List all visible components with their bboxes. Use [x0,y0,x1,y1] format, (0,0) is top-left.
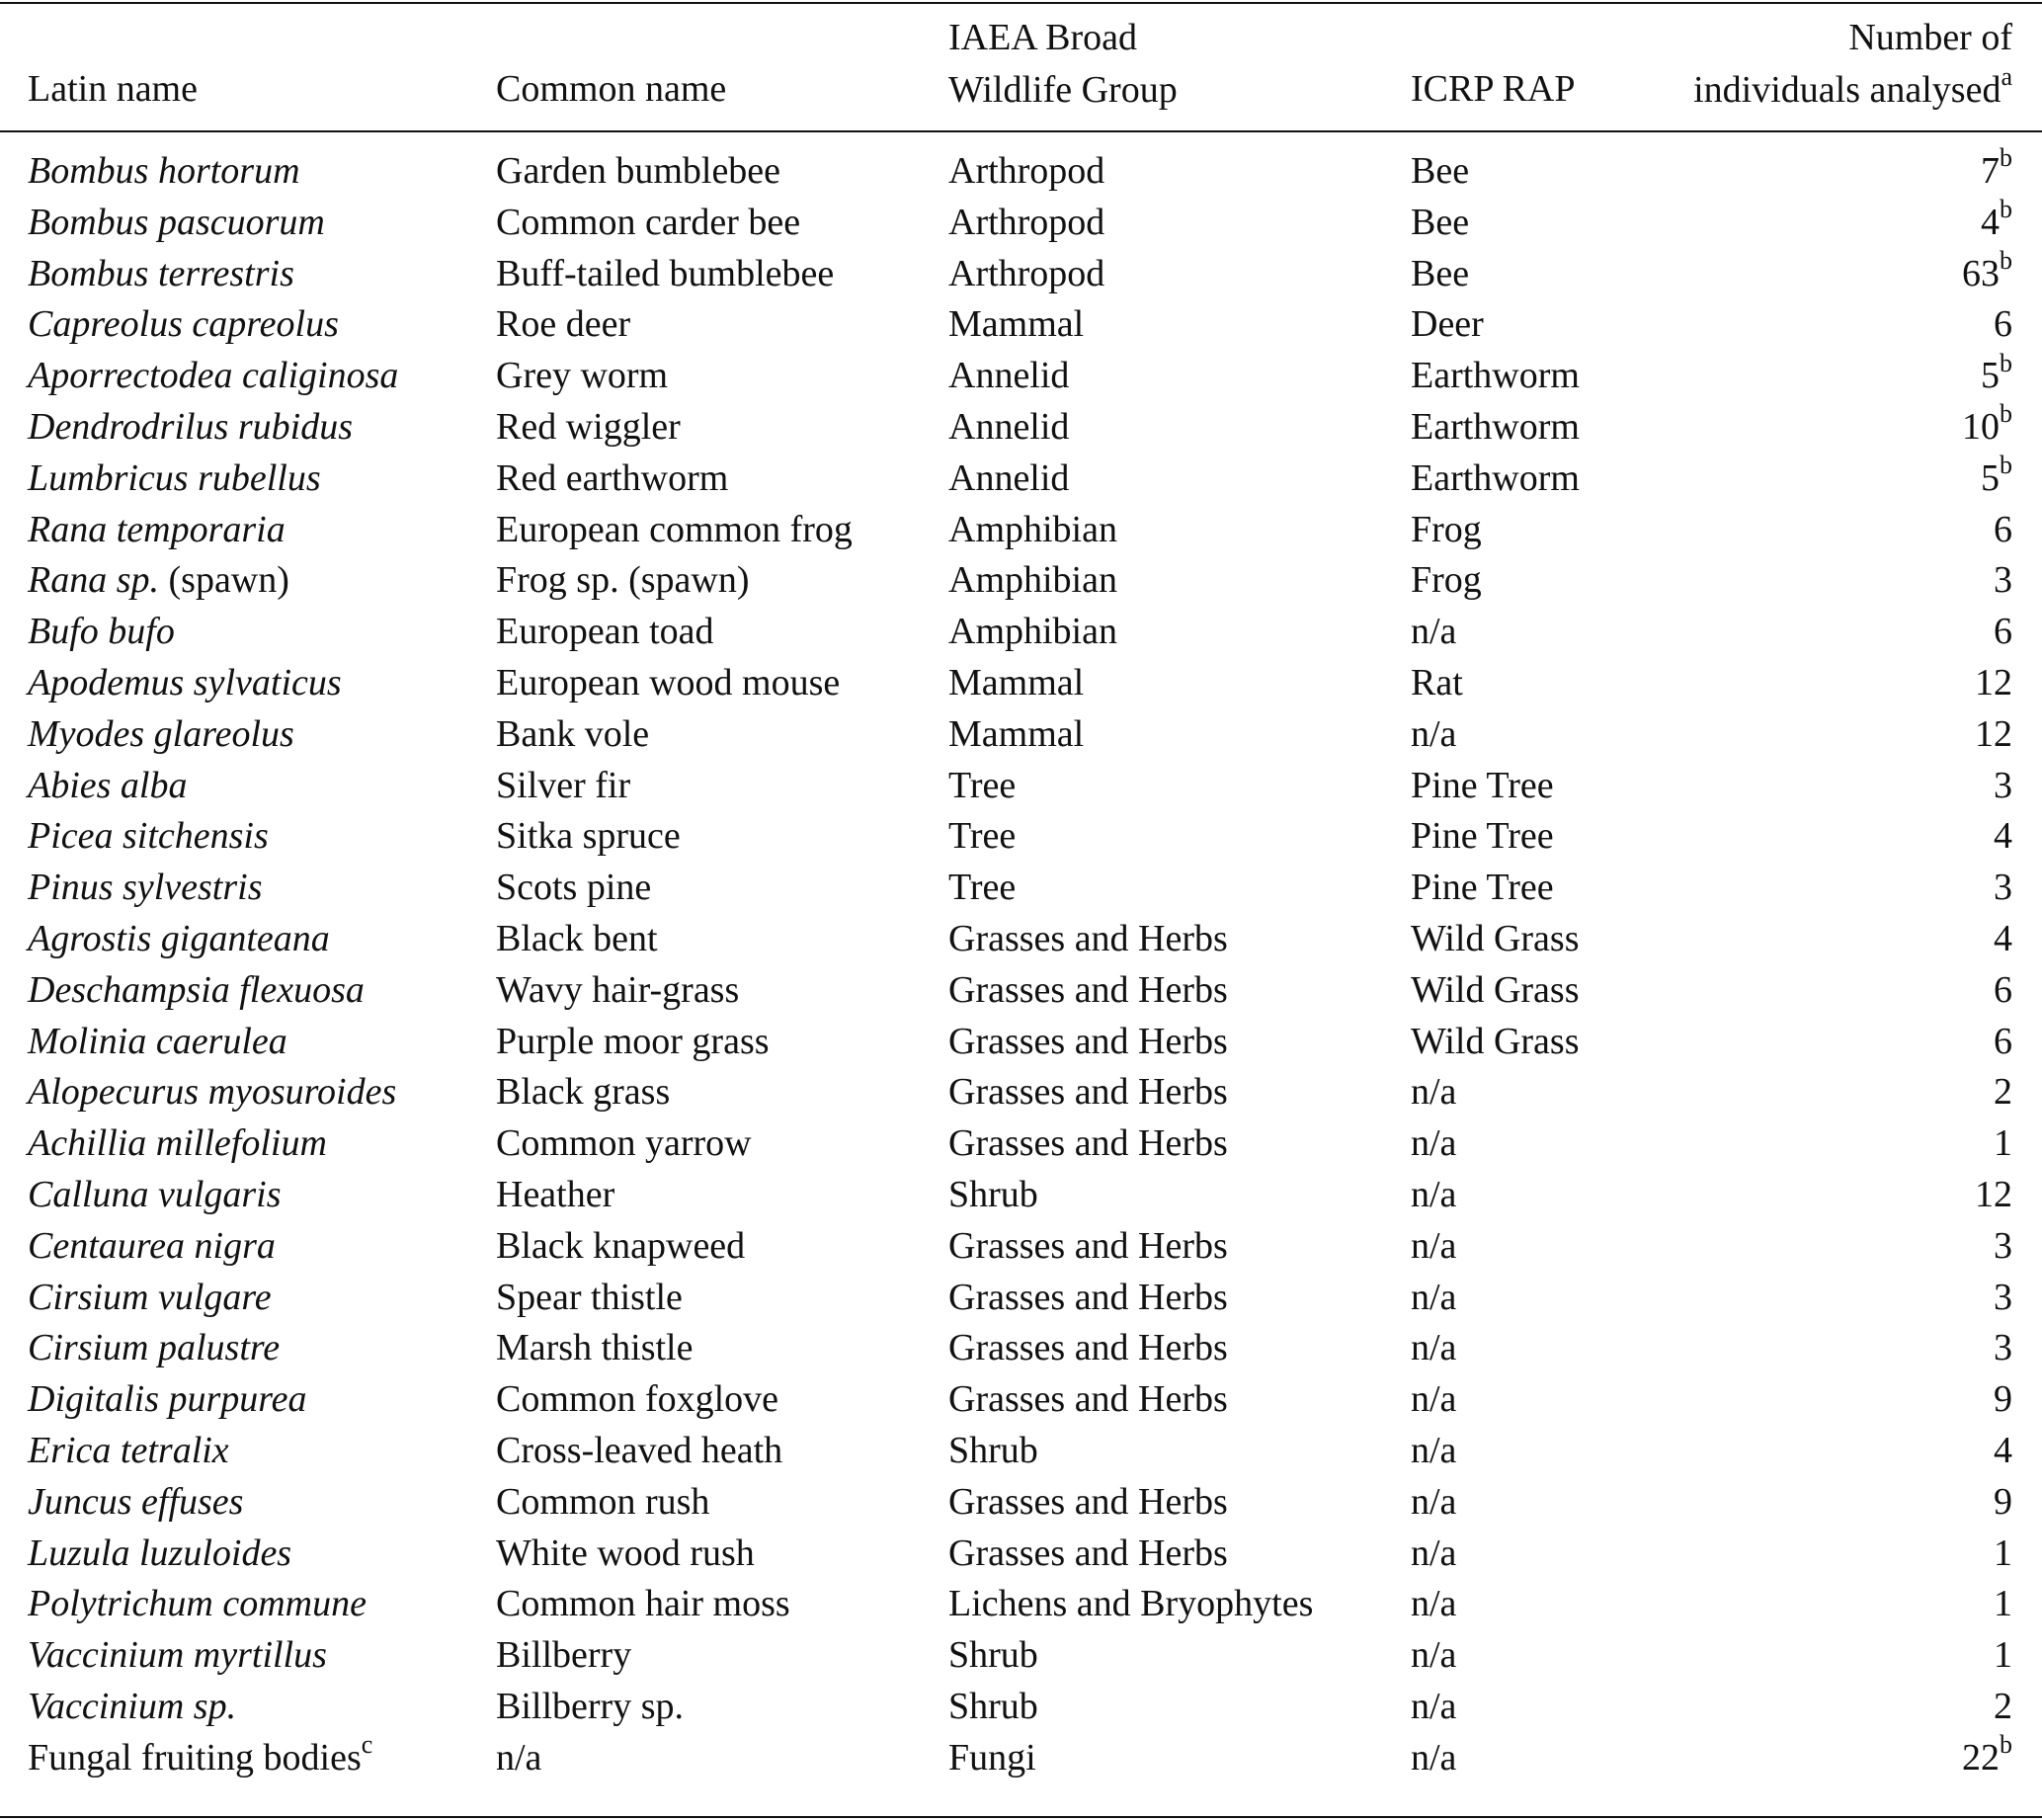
cell-common-name: European toad [496,611,714,653]
number-value: 12 [1975,712,2012,755]
cell-number-analysed [1994,1323,2012,1374]
cell-number-analysed [1994,1529,2012,1580]
number-value: 9 [1994,1378,2012,1421]
number-value: 5 [1981,355,2000,397]
table-row [0,761,2042,812]
cell-icrp-rap: n/a [1411,712,1457,755]
table-row [0,1579,2042,1630]
cell-iaea-group: Arthropod [948,201,1105,243]
table-row [0,1477,2042,1529]
latin-name-italic: Bombus terrestris [28,252,294,294]
cell-latin-name [28,811,269,863]
cell-latin-name [28,709,294,761]
header-iaea-line2: Wildlife Group [948,69,1178,111]
cell-common-name: Billberry [496,1634,632,1677]
cell-icrp-rap: Bee [1411,252,1470,294]
cell-common-name: Bank vole [496,712,650,755]
cell-latin-name [28,914,330,965]
latin-name-italic: Apodemus sylvaticus [28,661,342,703]
number-value: 3 [1994,1327,2012,1369]
latin-name-italic: Cirsium palustre [28,1327,281,1369]
number-value: 4 [1994,1429,2012,1471]
table-row [0,1118,2042,1170]
header-icrp-rap: ICRP RAP [1411,68,1576,110]
cell-latin-name [28,1170,282,1221]
cell-common-name: Wavy hair-grass [496,968,740,1011]
table-row [0,1374,2042,1426]
cell-number-analysed [1994,811,2012,863]
cell-iaea-group: Shrub [948,1173,1038,1215]
cell-iaea-group: Grasses and Herbs [948,968,1228,1011]
cell-icrp-rap: Bee [1411,150,1470,192]
cell-icrp-rap: Earthworm [1411,355,1580,397]
cell-iaea-group: Grasses and Herbs [948,1276,1228,1318]
cell-icrp-rap: Earthworm [1411,405,1580,448]
cell-iaea-group: Mammal [948,712,1085,755]
table-row [0,451,2042,505]
header-common-name: Common name [496,68,727,110]
table-row [0,1017,2042,1068]
table-row [0,1730,2042,1784]
cell-common-name: Cross-leaved heath [496,1429,783,1471]
number-value: 2 [1994,1685,2012,1727]
latin-name-italic: Myodes glareolus [28,712,294,755]
cell-icrp-rap: n/a [1411,1736,1457,1779]
table-row [0,1323,2042,1374]
table-row [0,1273,2042,1324]
cell-common-name: Purple moor grass [496,1020,770,1062]
latin-name-italic: Molinia caerulea [28,1020,287,1062]
table-row [0,399,2042,454]
cell-latin-name [28,761,187,812]
cell-number-analysed [1994,1579,2012,1630]
cell-iaea-group: Mammal [948,303,1085,346]
latin-name-italic: Erica tetralix [28,1429,229,1471]
cell-number-analysed [1981,451,2012,505]
header-num-line2-text: individuals analysed [1693,69,2001,111]
number-value: 4 [1981,201,2000,243]
cell-common-name: Common yarrow [496,1122,752,1165]
cell-latin-name [28,1017,287,1068]
footnote-marker: b [2000,399,2012,429]
number-value: 3 [1994,1276,2012,1318]
latin-name-italic: Bombus hortorum [28,150,300,192]
cell-iaea-group: Tree [948,815,1017,858]
latin-name-italic: Deschampsia flexuosa [28,968,365,1011]
table-row [0,1682,2042,1733]
latin-name-italic: Picea sitchensis [28,815,269,858]
header-num-line1: Number of [1848,17,2012,58]
cell-iaea-group: Mammal [948,661,1085,703]
cell-common-name: Common rush [496,1480,710,1523]
cell-iaea-group: Grasses and Herbs [948,1122,1228,1165]
cell-latin-name [28,198,325,249]
number-value: 9 [1994,1480,2012,1523]
latin-name-suffix: (spawn) [159,559,289,602]
cell-number-analysed [1994,1477,2012,1529]
latin-name-italic: Achillia millefolium [28,1122,327,1165]
number-value: 7 [1981,150,2000,192]
cell-latin-name [28,1426,229,1477]
latin-name-italic: Juncus effuses [28,1480,244,1523]
latin-name-italic: Bufo bufo [28,611,175,653]
table-row [0,555,2042,607]
header-iaea-group [948,12,1178,117]
cell-common-name: Roe deer [496,303,631,346]
cell-latin-name [28,1118,327,1170]
cell-latin-name [28,1067,396,1118]
number-value: 63 [1962,252,2000,294]
table-row [0,863,2042,914]
cell-icrp-rap: n/a [1411,1071,1457,1114]
latin-name-italic: Lumbricus rubellus [28,456,321,499]
cell-latin-name [28,1374,307,1426]
cell-icrp-rap: n/a [1411,1583,1457,1625]
cell-latin-name [28,402,353,454]
number-value: 10 [1962,405,2000,448]
cell-number-analysed [1994,1426,2012,1477]
cell-number-analysed [1962,1730,2012,1784]
latin-name-italic: Luzula luzuloides [28,1531,292,1574]
cell-iaea-group: Amphibian [948,559,1117,602]
footnote-marker: b [2000,451,2012,480]
cell-common-name: n/a [496,1736,542,1779]
cell-common-name: Buff-tailed bumblebee [496,252,835,294]
cell-latin-name [28,1477,243,1529]
cell-iaea-group: Arthropod [948,150,1105,192]
cell-number-analysed [1994,761,2012,812]
table-row [0,299,2042,351]
cell-iaea-group: Annelid [948,456,1070,499]
cell-latin-name [28,1273,272,1324]
table-row [0,1170,2042,1221]
cell-iaea-group: Grasses and Herbs [948,1020,1228,1062]
number-value: 4 [1994,815,2012,858]
cell-latin-name [28,1579,367,1630]
cell-iaea-group: Amphibian [948,508,1117,550]
number-value: 1 [1994,1122,2012,1165]
latin-name-italic: Bombus pascuorum [28,201,325,243]
number-value: 3 [1994,1224,2012,1267]
cell-number-analysed [1994,1630,2012,1682]
cell-common-name: Scots pine [496,867,652,909]
cell-icrp-rap: Frog [1411,508,1482,550]
cell-common-name: Spear thistle [496,1276,683,1318]
cell-latin-name [28,607,175,658]
cell-number-analysed [1994,299,2012,351]
latin-name-italic: Rana temporaria [28,508,286,550]
table-row [0,1426,2042,1477]
cell-number-analysed [1994,914,2012,965]
cell-common-name: Heather [496,1173,615,1215]
footnote-marker: b [2000,143,2012,173]
bottom-rule [0,1816,2042,1818]
cell-number-analysed [1994,965,2012,1017]
cell-latin-name [28,555,289,607]
cell-number-analysed [1994,1273,2012,1324]
footnote-marker: a [2001,62,2012,92]
table-row [0,1221,2042,1273]
cell-number-analysed [1994,607,2012,658]
latin-name-italic: Digitalis purpurea [28,1378,307,1421]
header-latin-name: Latin name [28,68,198,110]
cell-icrp-rap: Wild Grass [1411,917,1580,959]
cell-common-name: Black bent [496,917,658,959]
cell-latin-name [28,658,342,709]
cell-iaea-group: Lichens and Bryophytes [948,1583,1314,1625]
cell-number-analysed [1994,1221,2012,1273]
table-row [0,245,2042,300]
cell-icrp-rap: Wild Grass [1411,968,1580,1011]
cell-common-name: Common foxglove [496,1378,779,1421]
cell-common-name: Sitka spruce [496,815,681,858]
number-value: 1 [1994,1531,2012,1574]
cell-iaea-group: Shrub [948,1429,1038,1471]
cell-common-name: White wood rush [496,1531,755,1574]
latin-name-italic: Capreolus capreolus [28,303,339,346]
cell-icrp-rap: n/a [1411,1685,1457,1727]
cell-latin-name [28,1529,291,1580]
table-row [0,1529,2042,1580]
cell-iaea-group: Fungi [948,1736,1036,1779]
cell-latin-name [28,1630,327,1682]
table-row [0,811,2042,863]
table-row [0,965,2042,1017]
cell-number-analysed [1994,555,2012,607]
number-value: 6 [1994,303,2012,346]
table-row [0,607,2042,658]
latin-name-italic: Abies alba [28,764,188,806]
cell-number-analysed [1994,1374,2012,1426]
cell-icrp-rap: n/a [1411,1634,1457,1677]
cell-latin-name [28,1730,373,1784]
cell-icrp-rap: n/a [1411,1276,1457,1318]
cell-common-name: Grey worm [496,355,669,397]
cell-iaea-group: Shrub [948,1685,1038,1727]
cell-common-name: Common hair moss [496,1583,790,1625]
cell-common-name: Silver fir [496,764,631,806]
cell-latin-name [28,299,339,351]
latin-name-italic: Calluna vulgaris [28,1173,282,1215]
cell-iaea-group: Grasses and Herbs [948,1224,1228,1267]
number-value: 1 [1994,1583,2012,1625]
cell-icrp-rap: n/a [1411,611,1457,653]
cell-latin-name [28,863,262,914]
cell-iaea-group: Grasses and Herbs [948,917,1228,959]
cell-icrp-rap: n/a [1411,1429,1457,1471]
latin-name-italic: Vaccinium sp. [28,1685,237,1727]
cell-latin-name [28,249,294,300]
cell-latin-name [28,1323,280,1374]
cell-number-analysed [1994,1017,2012,1068]
cell-common-name: European wood mouse [496,661,841,703]
table-row [0,505,2042,556]
cell-common-name: Frog sp. (spawn) [496,559,750,602]
cell-icrp-rap: Pine Tree [1411,867,1554,909]
cell-latin-name [28,965,365,1017]
cell-iaea-group: Grasses and Herbs [948,1378,1228,1421]
cell-icrp-rap: n/a [1411,1480,1457,1523]
cell-latin-name [28,146,300,198]
cell-common-name: Billberry sp. [496,1685,684,1727]
cell-latin-name [28,454,321,505]
number-value: 3 [1994,559,2012,602]
latin-name-italic: Dendrodrilus rubidus [28,405,354,448]
cell-common-name: Black knapweed [496,1224,746,1267]
cell-number-analysed [1994,1682,2012,1733]
cell-iaea-group: Grasses and Herbs [948,1327,1228,1369]
cell-number-analysed [1994,505,2012,556]
table-row [0,658,2042,709]
table-header [0,0,2042,130]
cell-latin-name [28,1221,276,1273]
number-value: 2 [1994,1071,2012,1114]
cell-icrp-rap: Earthworm [1411,456,1580,499]
cell-number-analysed [1975,658,2012,709]
cell-icrp-rap: Rat [1411,661,1463,703]
cell-common-name: European common frog [496,508,853,550]
latin-name-italic: Cirsium vulgare [28,1276,272,1318]
table-row [0,709,2042,761]
header-rule [0,130,2042,132]
cell-number-analysed [1981,348,2012,402]
cell-common-name: Black grass [496,1071,671,1114]
cell-icrp-rap: n/a [1411,1122,1457,1165]
cell-iaea-group: Annelid [948,405,1070,448]
cell-icrp-rap: Pine Tree [1411,815,1554,858]
cell-icrp-rap: Frog [1411,559,1482,602]
cell-number-analysed [1994,1118,2012,1170]
number-value: 12 [1975,661,2012,703]
number-value: 4 [1994,917,2012,959]
number-value: 1 [1994,1634,2012,1677]
number-value: 3 [1994,867,2012,909]
header-num-line2 [1693,64,2012,117]
table-row [0,1067,2042,1118]
number-value: 6 [1994,968,2012,1011]
number-value: 22 [1962,1736,2000,1779]
cell-iaea-group: Arthropod [948,252,1105,294]
table-row [0,914,2042,965]
cell-common-name: Garden bumblebee [496,150,781,192]
cell-number-analysed [1962,245,2012,300]
cell-iaea-group: Grasses and Herbs [948,1071,1228,1114]
cell-number-analysed [1981,143,2012,198]
cell-iaea-group: Shrub [948,1634,1038,1677]
cell-iaea-group: Annelid [948,355,1070,397]
cell-latin-name [28,351,398,402]
footnote-marker: c [361,1730,373,1760]
number-value: 6 [1994,1020,2012,1062]
latin-name-italic: Rana sp. [28,559,159,602]
latin-name-italic: Agrostis giganteana [28,917,330,959]
cell-number-analysed [1975,1170,2012,1221]
cell-iaea-group: Tree [948,764,1017,806]
cell-iaea-group: Amphibian [948,611,1117,653]
latin-name-italic: Pinus sylvestris [28,867,263,909]
table-row [0,348,2042,402]
cell-latin-name [28,505,286,556]
cell-number-analysed [1962,399,2012,454]
cell-number-analysed [1975,709,2012,761]
table-row [0,143,2042,198]
cell-icrp-rap: n/a [1411,1531,1457,1574]
footnote-marker: b [2000,348,2012,377]
cell-icrp-rap: Bee [1411,201,1470,243]
footnote-marker: b [2000,195,2012,224]
cell-icrp-rap: n/a [1411,1327,1457,1369]
cell-number-analysed [1994,863,2012,914]
table-body [0,143,2042,1784]
number-value: 5 [1981,456,2000,499]
latin-name-italic: Centaurea nigra [28,1224,276,1267]
number-value: 12 [1975,1173,2012,1215]
number-value: 6 [1994,508,2012,550]
number-value: 6 [1994,611,2012,653]
cell-number-analysed [1981,195,2012,249]
footnote-marker: b [2000,1730,2012,1760]
cell-iaea-group: Grasses and Herbs [948,1531,1228,1574]
header-number-analysed [1693,12,2012,117]
table-row [0,195,2042,249]
cell-common-name: Common carder bee [496,201,801,243]
cell-common-name: Marsh thistle [496,1327,694,1369]
footnote-marker: b [2000,245,2012,275]
table-row [0,1630,2042,1682]
cell-icrp-rap: n/a [1411,1173,1457,1215]
cell-iaea-group: Tree [948,867,1017,909]
number-value: 3 [1994,764,2012,806]
cell-icrp-rap: n/a [1411,1224,1457,1267]
cell-common-name: Red earthworm [496,456,729,499]
cell-iaea-group: Grasses and Herbs [948,1480,1228,1523]
latin-name-suffix: Fungal fruiting bodies [28,1736,362,1779]
cell-icrp-rap: Pine Tree [1411,764,1554,806]
latin-name-italic: Alopecurus myosuroides [28,1071,397,1114]
cell-icrp-rap: Deer [1411,303,1484,346]
cell-number-analysed [1994,1067,2012,1118]
latin-name-italic: Aporrectodea caliginosa [28,355,399,397]
cell-common-name: Red wiggler [496,405,681,448]
header-iaea-line1: IAEA Broad [948,17,1138,58]
cell-icrp-rap: n/a [1411,1378,1457,1421]
latin-name-italic: Vaccinium myrtillus [28,1634,327,1677]
latin-name-italic: Polytrichum commune [28,1583,367,1625]
cell-latin-name [28,1682,236,1733]
cell-icrp-rap: Wild Grass [1411,1020,1580,1062]
